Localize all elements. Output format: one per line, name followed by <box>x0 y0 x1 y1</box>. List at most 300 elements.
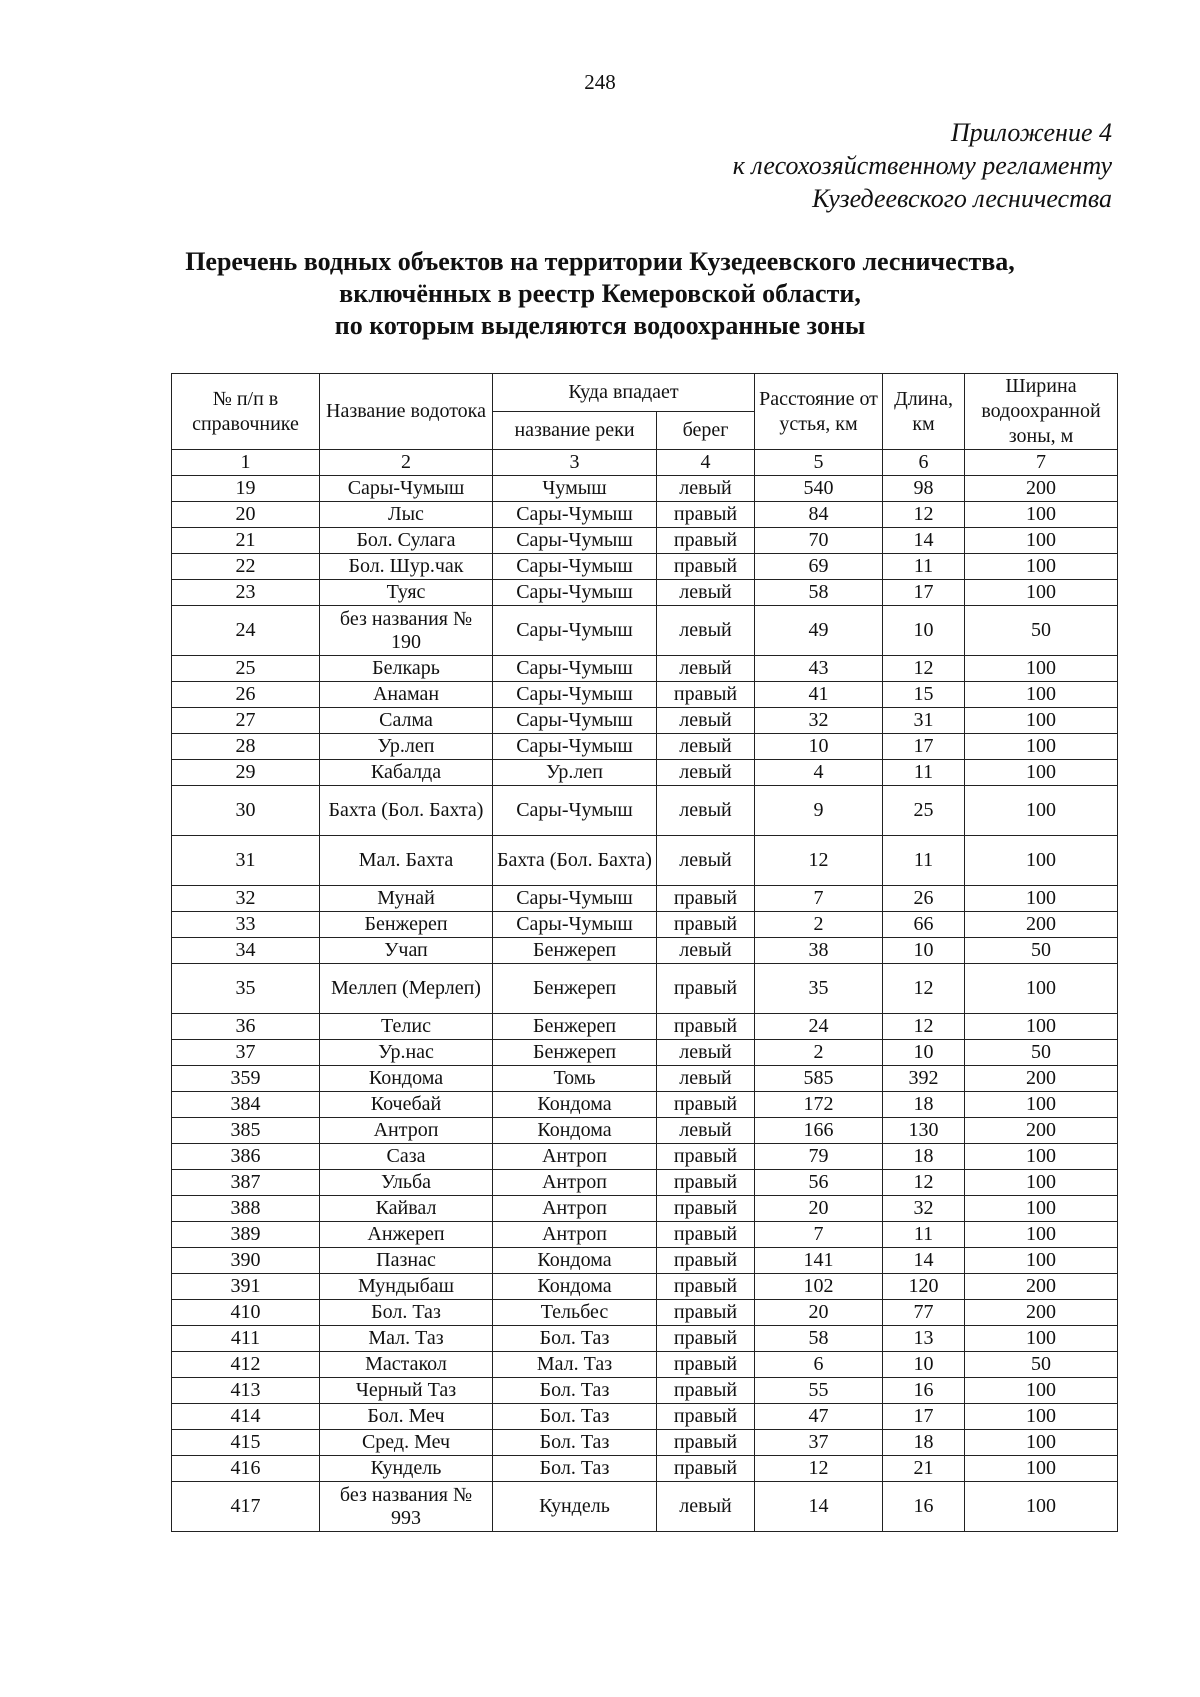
cell-number: 385 <box>172 1118 320 1144</box>
cell-bank: правый <box>657 554 755 580</box>
cell-distance: 6 <box>755 1352 883 1378</box>
table-row <box>172 528 1118 554</box>
cell-distance: 49 <box>755 606 883 656</box>
table-row <box>172 476 1118 502</box>
cell-distance: 14 <box>755 1482 883 1532</box>
cell-bank: правый <box>657 1170 755 1196</box>
cell-number: 414 <box>172 1404 320 1430</box>
cell-name: Бенжереп <box>320 912 493 938</box>
cell-name: Сред. Меч <box>320 1430 493 1456</box>
cell-river-name: Бенжереп <box>493 1040 657 1066</box>
cell-distance: 585 <box>755 1066 883 1092</box>
cell-length: 66 <box>883 912 965 938</box>
cell-bank: левый <box>657 836 755 886</box>
cell-length: 130 <box>883 1118 965 1144</box>
cell-name: Бол. Таз <box>320 1300 493 1326</box>
column-number: 3 <box>493 450 657 476</box>
cell-river-name: Кондома <box>493 1248 657 1274</box>
cell-distance: 141 <box>755 1248 883 1274</box>
column-number: 7 <box>965 450 1118 476</box>
cell-distance: 70 <box>755 528 883 554</box>
cell-name: Телис <box>320 1014 493 1040</box>
appendix-line-1: Приложение 4 <box>950 118 1112 147</box>
cell-river-name: Кондома <box>493 1274 657 1300</box>
cell-bank: правый <box>657 1352 755 1378</box>
cell-zone-width: 100 <box>965 528 1118 554</box>
cell-length: 18 <box>883 1144 965 1170</box>
cell-number: 387 <box>172 1170 320 1196</box>
cell-river-name: Бол. Таз <box>493 1430 657 1456</box>
cell-river-name: Бенжереп <box>493 938 657 964</box>
cell-number: 33 <box>172 912 320 938</box>
cell-distance: 35 <box>755 964 883 1014</box>
cell-bank: правый <box>657 1248 755 1274</box>
cell-name: Мал. Бахта <box>320 836 493 886</box>
title-line-2: включённых в реестр Кемеровской области, <box>339 279 861 308</box>
cell-zone-width: 100 <box>965 1196 1118 1222</box>
cell-number: 412 <box>172 1352 320 1378</box>
cell-distance: 7 <box>755 886 883 912</box>
cell-bank: левый <box>657 1040 755 1066</box>
cell-bank: правый <box>657 1014 755 1040</box>
cell-distance: 37 <box>755 1430 883 1456</box>
cell-river-name: Бол. Таз <box>493 1326 657 1352</box>
appendix-line-2: к лесохозяйственному регламенту <box>732 151 1112 180</box>
table-row <box>172 1430 1118 1456</box>
cell-bank: правый <box>657 1404 755 1430</box>
cell-zone-width: 200 <box>965 1274 1118 1300</box>
cell-length: 17 <box>883 734 965 760</box>
cell-name: Ульба <box>320 1170 493 1196</box>
table-row <box>172 1248 1118 1274</box>
cell-number: 34 <box>172 938 320 964</box>
header-zone-width: Ширина водоохранной зоны, м <box>965 374 1118 450</box>
header-number: № п/п в справочнике <box>172 374 320 450</box>
cell-bank: правый <box>657 1300 755 1326</box>
cell-number: 37 <box>172 1040 320 1066</box>
column-number: 1 <box>172 450 320 476</box>
cell-river-name: Бахта (Бол. Бахта) <box>493 836 657 886</box>
cell-name: Белкарь <box>320 656 493 682</box>
cell-name: Мунай <box>320 886 493 912</box>
table-row <box>172 1274 1118 1300</box>
table-row <box>172 1092 1118 1118</box>
cell-river-name: Кундель <box>493 1482 657 1532</box>
cell-number: 24 <box>172 606 320 656</box>
cell-number: 32 <box>172 886 320 912</box>
cell-distance: 55 <box>755 1378 883 1404</box>
table-row <box>172 1404 1118 1430</box>
cell-bank: правый <box>657 886 755 912</box>
cell-distance: 2 <box>755 1040 883 1066</box>
cell-bank: левый <box>657 606 755 656</box>
cell-number: 417 <box>172 1482 320 1532</box>
cell-river-name: Бол. Таз <box>493 1378 657 1404</box>
cell-name: Салма <box>320 708 493 734</box>
table-row <box>172 1222 1118 1248</box>
cell-number: 22 <box>172 554 320 580</box>
cell-river-name: Томь <box>493 1066 657 1092</box>
table-row <box>172 1040 1118 1066</box>
table-row <box>172 682 1118 708</box>
cell-bank: левый <box>657 1482 755 1532</box>
cell-zone-width: 100 <box>965 656 1118 682</box>
cell-distance: 540 <box>755 476 883 502</box>
table-row <box>172 1456 1118 1482</box>
cell-name: Мундыбаш <box>320 1274 493 1300</box>
column-number: 6 <box>883 450 965 476</box>
table-row <box>172 964 1118 1014</box>
cell-distance: 38 <box>755 938 883 964</box>
cell-length: 18 <box>883 1092 965 1118</box>
cell-length: 11 <box>883 1222 965 1248</box>
header-flows-into: Куда впадает <box>493 374 755 412</box>
cell-river-name: Сары-Чумыш <box>493 554 657 580</box>
cell-number: 28 <box>172 734 320 760</box>
table-row <box>172 760 1118 786</box>
table-row <box>172 580 1118 606</box>
cell-zone-width: 50 <box>965 1040 1118 1066</box>
cell-zone-width: 100 <box>965 1326 1118 1352</box>
cell-river-name: Антроп <box>493 1196 657 1222</box>
cell-name: Бахта (Бол. Бахта) <box>320 786 493 836</box>
cell-distance: 20 <box>755 1196 883 1222</box>
cell-name: Мал. Таз <box>320 1326 493 1352</box>
cell-name: без названия № 993 <box>320 1482 493 1532</box>
cell-name: Кайвал <box>320 1196 493 1222</box>
cell-number: 26 <box>172 682 320 708</box>
cell-length: 10 <box>883 1352 965 1378</box>
cell-river-name: Бол. Таз <box>493 1404 657 1430</box>
cell-bank: левый <box>657 1066 755 1092</box>
cell-distance: 24 <box>755 1014 883 1040</box>
cell-river-name: Сары-Чумыш <box>493 656 657 682</box>
cell-name: Бол. Меч <box>320 1404 493 1430</box>
cell-bank: правый <box>657 964 755 1014</box>
cell-zone-width: 100 <box>965 708 1118 734</box>
cell-bank: левый <box>657 708 755 734</box>
cell-length: 17 <box>883 580 965 606</box>
cell-distance: 56 <box>755 1170 883 1196</box>
cell-zone-width: 100 <box>965 1248 1118 1274</box>
cell-length: 98 <box>883 476 965 502</box>
cell-distance: 47 <box>755 1404 883 1430</box>
header-name: Название водотока <box>320 374 493 450</box>
cell-number: 31 <box>172 836 320 886</box>
cell-number: 416 <box>172 1456 320 1482</box>
cell-distance: 12 <box>755 836 883 886</box>
cell-zone-width: 100 <box>965 554 1118 580</box>
cell-name: Бол. Шур.чак <box>320 554 493 580</box>
cell-name: Ур.нас <box>320 1040 493 1066</box>
cell-name: Кабалда <box>320 760 493 786</box>
cell-length: 10 <box>883 606 965 656</box>
cell-length: 120 <box>883 1274 965 1300</box>
table-row <box>172 1144 1118 1170</box>
cell-number: 21 <box>172 528 320 554</box>
table-row <box>172 502 1118 528</box>
cell-name: Анаман <box>320 682 493 708</box>
cell-name: Сары-Чумыш <box>320 476 493 502</box>
cell-zone-width: 100 <box>965 1430 1118 1456</box>
cell-river-name: Кондома <box>493 1118 657 1144</box>
table-row <box>172 1482 1118 1532</box>
cell-river-name: Сары-Чумыш <box>493 786 657 836</box>
table-row <box>172 1300 1118 1326</box>
cell-length: 12 <box>883 1170 965 1196</box>
header-bank: берег <box>657 412 755 450</box>
cell-number: 415 <box>172 1430 320 1456</box>
cell-name: Кундель <box>320 1456 493 1482</box>
column-number: 2 <box>320 450 493 476</box>
cell-length: 14 <box>883 528 965 554</box>
cell-zone-width: 100 <box>965 1092 1118 1118</box>
cell-length: 25 <box>883 786 965 836</box>
cell-river-name: Антроп <box>493 1144 657 1170</box>
table-row <box>172 1352 1118 1378</box>
cell-length: 16 <box>883 1482 965 1532</box>
cell-river-name: Сары-Чумыш <box>493 528 657 554</box>
cell-length: 14 <box>883 1248 965 1274</box>
cell-bank: левый <box>657 734 755 760</box>
header-distance: Расстояние от устья, км <box>755 374 883 450</box>
table-row <box>172 554 1118 580</box>
header-length: Длина, км <box>883 374 965 450</box>
cell-name: Меллеп (Мерлеп) <box>320 964 493 1014</box>
cell-bank: левый <box>657 476 755 502</box>
cell-name: Кочебай <box>320 1092 493 1118</box>
table-row <box>172 1014 1118 1040</box>
cell-river-name: Сары-Чумыш <box>493 734 657 760</box>
cell-length: 77 <box>883 1300 965 1326</box>
cell-length: 21 <box>883 1456 965 1482</box>
table-row <box>172 1170 1118 1196</box>
cell-length: 16 <box>883 1378 965 1404</box>
cell-number: 30 <box>172 786 320 836</box>
table-row <box>172 656 1118 682</box>
cell-number: 359 <box>172 1066 320 1092</box>
table-row <box>172 912 1118 938</box>
table-row <box>172 734 1118 760</box>
cell-distance: 41 <box>755 682 883 708</box>
cell-name: Мастакол <box>320 1352 493 1378</box>
cell-distance: 7 <box>755 1222 883 1248</box>
cell-distance: 32 <box>755 708 883 734</box>
cell-bank: левый <box>657 1118 755 1144</box>
cell-number: 27 <box>172 708 320 734</box>
cell-river-name: Чумыш <box>493 476 657 502</box>
cell-bank: правый <box>657 1430 755 1456</box>
table-row <box>172 708 1118 734</box>
cell-river-name: Сары-Чумыш <box>493 886 657 912</box>
header-river-name: название реки <box>493 412 657 450</box>
cell-length: 18 <box>883 1430 965 1456</box>
cell-bank: правый <box>657 502 755 528</box>
cell-length: 12 <box>883 656 965 682</box>
cell-zone-width: 100 <box>965 1482 1118 1532</box>
cell-river-name: Сары-Чумыш <box>493 502 657 528</box>
cell-distance: 69 <box>755 554 883 580</box>
cell-zone-width: 100 <box>965 964 1118 1014</box>
cell-length: 10 <box>883 1040 965 1066</box>
table-row <box>172 1326 1118 1352</box>
cell-name: Антроп <box>320 1118 493 1144</box>
cell-river-name: Сары-Чумыш <box>493 682 657 708</box>
column-number: 4 <box>657 450 755 476</box>
cell-name: Лыс <box>320 502 493 528</box>
cell-number: 23 <box>172 580 320 606</box>
column-number: 5 <box>755 450 883 476</box>
cell-name: Туяс <box>320 580 493 606</box>
cell-number: 25 <box>172 656 320 682</box>
cell-bank: правый <box>657 1274 755 1300</box>
cell-bank: правый <box>657 1326 755 1352</box>
cell-number: 19 <box>172 476 320 502</box>
cell-number: 386 <box>172 1144 320 1170</box>
cell-zone-width: 100 <box>965 1404 1118 1430</box>
cell-zone-width: 200 <box>965 912 1118 938</box>
cell-zone-width: 100 <box>965 836 1118 886</box>
cell-zone-width: 100 <box>965 1222 1118 1248</box>
table-row <box>172 938 1118 964</box>
cell-zone-width: 100 <box>965 734 1118 760</box>
cell-name: Черный Таз <box>320 1378 493 1404</box>
title-line-3: по которым выделяются водоохранные зоны <box>334 311 866 340</box>
page-number: 248 <box>584 70 616 94</box>
cell-length: 12 <box>883 964 965 1014</box>
cell-distance: 84 <box>755 502 883 528</box>
cell-distance: 58 <box>755 580 883 606</box>
table-row <box>172 786 1118 836</box>
cell-bank: правый <box>657 1222 755 1248</box>
cell-distance: 102 <box>755 1274 883 1300</box>
cell-name: Анжереп <box>320 1222 493 1248</box>
cell-length: 32 <box>883 1196 965 1222</box>
cell-zone-width: 50 <box>965 1352 1118 1378</box>
cell-bank: правый <box>657 1456 755 1482</box>
cell-river-name: Кондома <box>493 1092 657 1118</box>
water-bodies-table <box>171 373 1118 1532</box>
table-row <box>172 836 1118 886</box>
cell-distance: 58 <box>755 1326 883 1352</box>
cell-number: 413 <box>172 1378 320 1404</box>
cell-length: 13 <box>883 1326 965 1352</box>
cell-bank: правый <box>657 912 755 938</box>
cell-bank: правый <box>657 1378 755 1404</box>
cell-zone-width: 100 <box>965 502 1118 528</box>
cell-zone-width: 100 <box>965 886 1118 912</box>
cell-river-name: Антроп <box>493 1170 657 1196</box>
cell-river-name: Сары-Чумыш <box>493 708 657 734</box>
cell-name: Саза <box>320 1144 493 1170</box>
cell-zone-width: 200 <box>965 476 1118 502</box>
cell-length: 12 <box>883 502 965 528</box>
cell-river-name: Антроп <box>493 1222 657 1248</box>
cell-name: Бол. Сулага <box>320 528 493 554</box>
cell-name: без названия № 190 <box>320 606 493 656</box>
document-title <box>0 246 1200 342</box>
cell-distance: 12 <box>755 1456 883 1482</box>
cell-bank: правый <box>657 528 755 554</box>
cell-name: Ур.леп <box>320 734 493 760</box>
cell-zone-width: 100 <box>965 1456 1118 1482</box>
cell-length: 31 <box>883 708 965 734</box>
column-number-row <box>172 450 1118 476</box>
cell-river-name: Сары-Чумыш <box>493 606 657 656</box>
cell-river-name: Бенжереп <box>493 1014 657 1040</box>
cell-river-name: Сары-Чумыш <box>493 580 657 606</box>
cell-name: Пазнас <box>320 1248 493 1274</box>
cell-length: 10 <box>883 938 965 964</box>
cell-zone-width: 200 <box>965 1118 1118 1144</box>
cell-length: 26 <box>883 886 965 912</box>
cell-zone-width: 100 <box>965 760 1118 786</box>
table-row <box>172 886 1118 912</box>
cell-river-name: Тельбес <box>493 1300 657 1326</box>
cell-distance: 79 <box>755 1144 883 1170</box>
cell-number: 391 <box>172 1274 320 1300</box>
title-line-1: Перечень водных объектов на территории Кузедеевского лесничества, <box>185 247 1015 276</box>
cell-distance: 20 <box>755 1300 883 1326</box>
table-row <box>172 1066 1118 1092</box>
cell-bank: правый <box>657 1144 755 1170</box>
cell-distance: 9 <box>755 786 883 836</box>
cell-zone-width: 100 <box>965 1170 1118 1196</box>
cell-distance: 43 <box>755 656 883 682</box>
cell-distance: 172 <box>755 1092 883 1118</box>
cell-zone-width: 100 <box>965 1014 1118 1040</box>
cell-distance: 10 <box>755 734 883 760</box>
cell-name: Учап <box>320 938 493 964</box>
table-row <box>172 1118 1118 1144</box>
cell-river-name: Бол. Таз <box>493 1456 657 1482</box>
table-row <box>172 1196 1118 1222</box>
cell-zone-width: 200 <box>965 1300 1118 1326</box>
cell-number: 389 <box>172 1222 320 1248</box>
cell-bank: левый <box>657 760 755 786</box>
cell-length: 11 <box>883 760 965 786</box>
cell-zone-width: 100 <box>965 1378 1118 1404</box>
cell-zone-width: 50 <box>965 606 1118 656</box>
cell-distance: 2 <box>755 912 883 938</box>
cell-number: 390 <box>172 1248 320 1274</box>
table-row <box>172 1378 1118 1404</box>
appendix-line-3: Кузедеевского лесничества <box>812 184 1112 213</box>
cell-number: 411 <box>172 1326 320 1352</box>
cell-bank: правый <box>657 1092 755 1118</box>
cell-number: 29 <box>172 760 320 786</box>
table-row <box>172 606 1118 656</box>
cell-bank: левый <box>657 786 755 836</box>
cell-length: 392 <box>883 1066 965 1092</box>
cell-number: 35 <box>172 964 320 1014</box>
cell-river-name: Сары-Чумыш <box>493 912 657 938</box>
cell-zone-width: 100 <box>965 682 1118 708</box>
cell-zone-width: 100 <box>965 580 1118 606</box>
cell-number: 20 <box>172 502 320 528</box>
cell-bank: левый <box>657 580 755 606</box>
cell-length: 15 <box>883 682 965 708</box>
cell-zone-width: 100 <box>965 1144 1118 1170</box>
cell-bank: левый <box>657 938 755 964</box>
cell-bank: правый <box>657 1196 755 1222</box>
cell-number: 36 <box>172 1014 320 1040</box>
cell-number: 388 <box>172 1196 320 1222</box>
cell-bank: левый <box>657 656 755 682</box>
cell-length: 12 <box>883 1014 965 1040</box>
cell-length: 11 <box>883 836 965 886</box>
cell-length: 17 <box>883 1404 965 1430</box>
